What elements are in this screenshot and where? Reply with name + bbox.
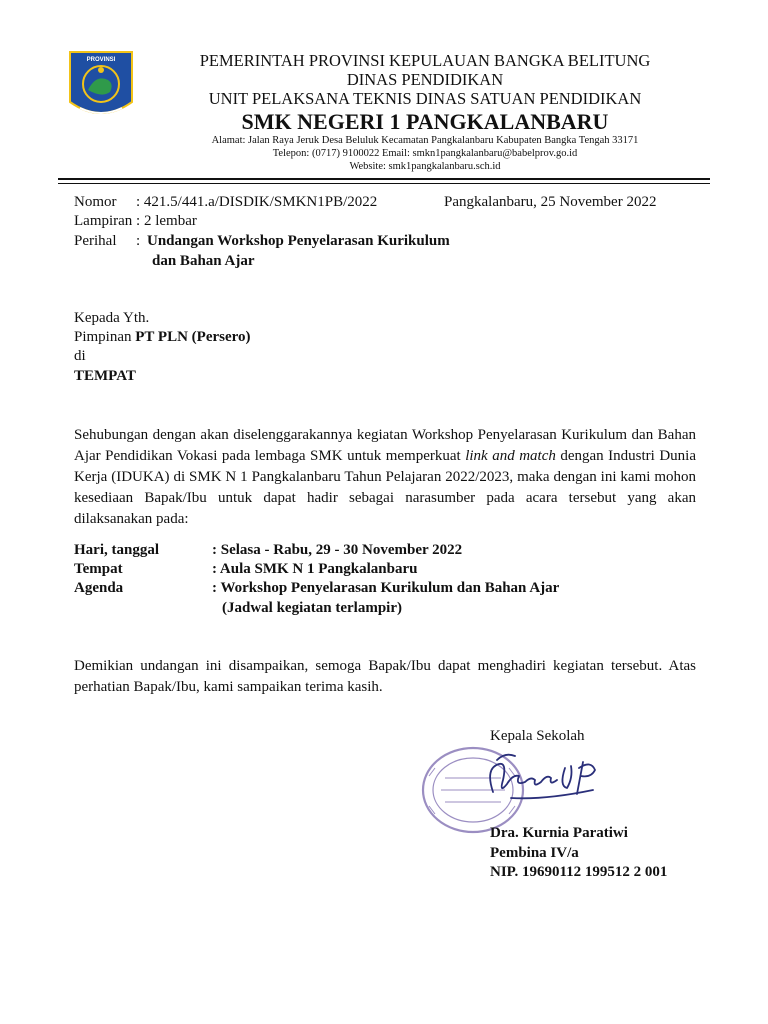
body-text-1: Sehubungan dengan akan diselenggarakannya kegiatan Workshop Penyelarasan Kurikulum dan Bahan Ajar Pendidikan Vokasi pada lembaga SMK untuk memperkuat xyxy=(74,427,696,464)
kop-unit: UNIT PELAKSANA TEKNIS DINAS SATUAN PENDIDIKAN xyxy=(208,89,642,108)
letterhead-rule-thick xyxy=(58,178,710,180)
kop-government: PEMERINTAH PROVINSI KEPULAUAN BANGKA BELITUNG xyxy=(199,51,651,70)
event-day-value: : Selasa - Rabu, 29 - 30 November 2022 xyxy=(212,542,463,558)
kepada-yth: Kepada Yth. xyxy=(74,310,150,326)
nomor-label: Nomor xyxy=(74,194,117,210)
nomor-value: : 421.5/441.a/DISDIK/SMKN1PB/2022 xyxy=(136,194,378,210)
event-agenda-label: Agenda xyxy=(74,580,124,596)
recipient-tempat: TEMPAT xyxy=(74,368,136,384)
kop-department: DINAS PENDIDIKAN xyxy=(346,70,504,89)
kop-address: Alamat: Jalan Raya Jeruk Desa Beluluk Kecamatan Pangkalanbaru Kabupaten Bangka Tengah 33171 xyxy=(211,135,639,146)
perihal-colon: : xyxy=(136,233,141,249)
logo-text: PROVINSI xyxy=(86,57,116,63)
event-place-value: : Aula SMK N 1 Pangkalanbaru xyxy=(212,561,418,577)
recipient-company: PT PLN (Persero) xyxy=(135,329,251,345)
recipient-line xyxy=(74,329,251,346)
kop-school-name: SMK NEGERI 1 PANGKALANBARU xyxy=(241,109,609,134)
body-italic-phrase: link and match xyxy=(465,448,556,464)
province-emblem-icon xyxy=(66,50,136,122)
signatory-title: Kepala Sekolah xyxy=(490,728,585,744)
letter-date: Pangkalanbaru, 25 November 2022 xyxy=(444,194,657,210)
event-agenda-value: : Workshop Penyelarasan Kurikulum dan Bahan Ajar xyxy=(212,580,560,596)
pimpinan-prefix: Pimpinan xyxy=(74,329,132,345)
kop-website: Website: smk1pangkalanbaru.sch.id xyxy=(349,161,501,172)
body-paragraph xyxy=(74,425,696,530)
signatory-rank: Pembina IV/a xyxy=(490,845,579,861)
kop-contact: Telepon: (0717) 9100022 Email: smkn1pangkalanbaru@babelprov.go.id xyxy=(272,148,578,159)
perihal-label: Perihal xyxy=(74,233,117,249)
perihal-line2: dan Bahan Ajar xyxy=(152,253,255,269)
school-stamp-and-signature-icon xyxy=(415,738,615,838)
perihal-line1: Undangan Workshop Penyelarasan Kurikulum xyxy=(147,233,450,249)
signatory-name: Dra. Kurnia Paratiwi xyxy=(490,825,628,841)
signatory-nip: NIP. 19690112 199512 2 001 xyxy=(490,864,668,880)
closing-paragraph: Demikian undangan ini disampaikan, semoga Bapak/Ibu dapat menghadiri kegiatan tersebut. Atas perhatian Bapak/Ibu, kami sampaikan terima kasih. xyxy=(74,658,696,695)
letterhead-rule-thin xyxy=(58,183,710,184)
event-day-label: Hari, tanggal xyxy=(74,542,159,558)
event-agenda-note: (Jadwal kegiatan terlampir) xyxy=(222,600,402,616)
body-text-2: dengan Industri Dunia Kerja (IDUKA) di SMK N 1 Pangkalanbaru Tahun Pelajaran 2022/2023, maka dengan ini kami mohon kesediaan Bapak/Ibu untuk dapat hadir sebagai narasumber pada acara tersebut yang akan dilaksanakan pada: xyxy=(74,448,696,527)
event-place-label: Tempat xyxy=(74,561,123,577)
recipient-di: di xyxy=(74,348,86,364)
lampiran: Lampiran : 2 lembar xyxy=(74,213,197,229)
